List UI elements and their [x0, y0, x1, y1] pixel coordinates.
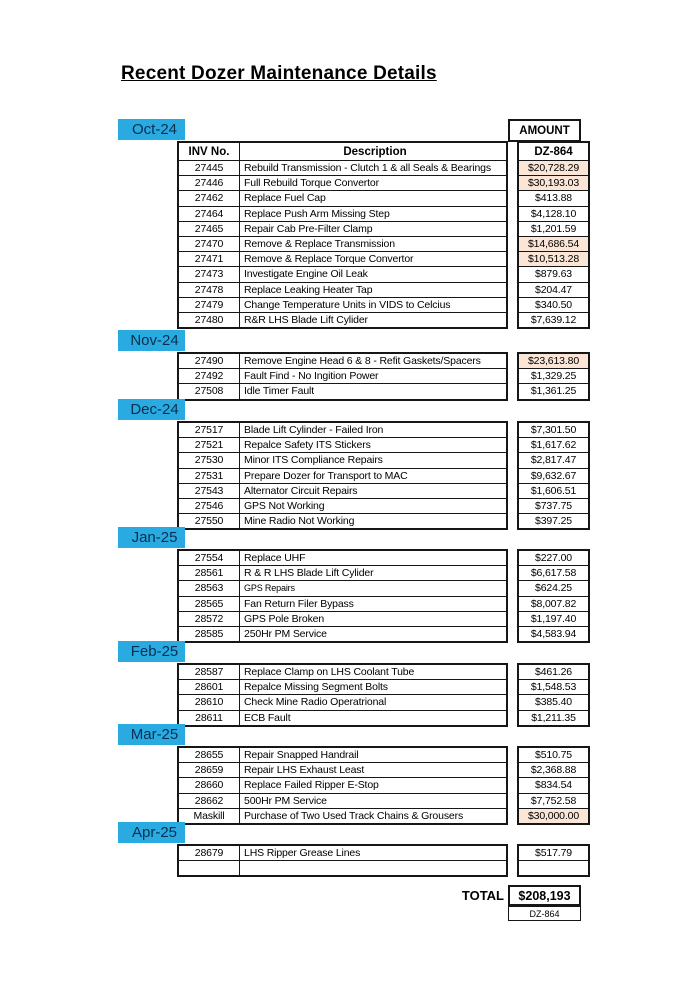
section-oct-24 — [177, 141, 590, 329]
amount-cell: $1,211.35 — [518, 710, 589, 726]
inv-no-cell: 28659 — [178, 763, 240, 778]
table-header-row — [178, 142, 507, 161]
description-cell: GPS Repairs — [240, 581, 508, 596]
table-row — [178, 369, 507, 384]
amount-cell: $879.63 — [518, 267, 589, 282]
amount-cell: $23,613.80 — [518, 353, 589, 369]
amount-row — [518, 845, 589, 861]
amount-row — [518, 236, 589, 251]
amount-row — [518, 550, 589, 566]
amount-cell: $30,193.03 — [518, 176, 589, 191]
inv-no-cell: 27465 — [178, 221, 240, 236]
description-cell: Blade Lift Cylinder - Failed Iron — [240, 422, 508, 438]
table-row — [178, 581, 507, 596]
section-jan-25 — [177, 549, 590, 643]
amount-cell: $397.25 — [518, 514, 589, 530]
amount-cell: $204.47 — [518, 282, 589, 297]
month-label-feb-25: Feb-25 — [118, 641, 185, 662]
amount-row — [518, 596, 589, 611]
table-row — [178, 710, 507, 726]
amount-row — [518, 297, 589, 312]
inv-no-cell: 28662 — [178, 793, 240, 808]
description-cell: Remove & Replace Transmission — [240, 236, 508, 251]
amount-row — [518, 468, 589, 483]
table-row — [178, 384, 507, 400]
description-cell: Change Temperature Units in VIDS to Celcius — [240, 297, 508, 312]
description-cell: Remove & Replace Torque Convertor — [240, 252, 508, 267]
table-row — [178, 282, 507, 297]
inv-no-cell: 28679 — [178, 845, 240, 861]
amount-cell: $9,632.67 — [518, 468, 589, 483]
amount-cell: $834.54 — [518, 778, 589, 793]
table-row — [178, 596, 507, 611]
inv-no-cell: Maskill — [178, 808, 240, 824]
description-cell: Fan Return Filer Bypass — [240, 596, 508, 611]
amount-cell: $1,548.53 — [518, 680, 589, 695]
amount-row — [518, 581, 589, 596]
maintenance-table-apr-25 — [177, 844, 508, 877]
table-row — [178, 763, 507, 778]
inv-no-cell: 27471 — [178, 252, 240, 267]
amount-unit-header-row — [518, 142, 589, 161]
inv-no-cell: 27531 — [178, 468, 240, 483]
table-row — [178, 353, 507, 369]
amount-cell: $1,606.51 — [518, 483, 589, 498]
description-cell: Repair Cab Pre-Filter Clamp — [240, 221, 508, 236]
amount-column-header: AMOUNT — [508, 119, 581, 142]
inv-no-cell: 27446 — [178, 176, 240, 191]
amount-row — [518, 778, 589, 793]
amount-cell — [518, 861, 589, 877]
amount-row — [518, 353, 589, 369]
description-cell: Repair LHS Exhaust Least — [240, 763, 508, 778]
table-row — [178, 221, 507, 236]
column-header-inv-no: INV No. — [178, 142, 240, 161]
table-row — [178, 747, 507, 763]
description-cell: Replace Clamp on LHS Coolant Tube — [240, 664, 508, 680]
amount-cell: $2,368.88 — [518, 763, 589, 778]
inv-no-cell: 27543 — [178, 483, 240, 498]
month-label-mar-25: Mar-25 — [118, 724, 185, 745]
amount-row — [518, 438, 589, 453]
amount-table-mar-25 — [517, 746, 590, 825]
inv-no-cell: 27550 — [178, 514, 240, 530]
inv-no-cell — [178, 861, 240, 877]
amount-row — [518, 252, 589, 267]
description-cell: Repalce Safety ITS Stickers — [240, 438, 508, 453]
table-row — [178, 252, 507, 267]
table-row — [178, 861, 507, 877]
table-row — [178, 611, 507, 626]
inv-no-cell: 27473 — [178, 267, 240, 282]
maintenance-table-nov-24 — [177, 352, 508, 401]
total-amount: $208,193 — [508, 885, 581, 906]
description-cell: Investigate Engine Oil Leak — [240, 267, 508, 282]
amount-cell: $461.26 — [518, 664, 589, 680]
description-cell: 250Hr PM Service — [240, 626, 508, 642]
inv-no-cell: 28587 — [178, 664, 240, 680]
amount-row — [518, 566, 589, 581]
amount-row — [518, 191, 589, 206]
amount-row — [518, 793, 589, 808]
inv-no-cell: 27479 — [178, 297, 240, 312]
amount-row — [518, 422, 589, 438]
amount-row — [518, 384, 589, 400]
description-cell: LHS Ripper Grease Lines — [240, 845, 508, 861]
amount-row — [518, 369, 589, 384]
inv-no-cell: 28563 — [178, 581, 240, 596]
table-row — [178, 453, 507, 468]
amount-cell: $14,686.54 — [518, 236, 589, 251]
table-row — [178, 498, 507, 513]
section-feb-25 — [177, 663, 590, 727]
description-cell: Replace Push Arm Missing Step — [240, 206, 508, 221]
amount-cell: $1,197.40 — [518, 611, 589, 626]
amount-row — [518, 808, 589, 824]
amount-cell: $30,000.00 — [518, 808, 589, 824]
inv-no-cell: 28565 — [178, 596, 240, 611]
amount-cell: $7,639.12 — [518, 312, 589, 328]
description-cell: Replace UHF — [240, 550, 508, 566]
table-row — [178, 778, 507, 793]
table-row — [178, 550, 507, 566]
description-cell: Repalce Missing Segment Bolts — [240, 680, 508, 695]
inv-no-cell: 27492 — [178, 369, 240, 384]
amount-row — [518, 861, 589, 877]
amount-unit-header: DZ-864 — [518, 142, 589, 161]
table-row — [178, 793, 507, 808]
inv-no-cell: 27530 — [178, 453, 240, 468]
amount-cell: $624.25 — [518, 581, 589, 596]
total-unit: DZ-864 — [508, 906, 581, 921]
description-cell: Prepare Dozer for Transport to MAC — [240, 468, 508, 483]
amount-cell: $7,752.58 — [518, 793, 589, 808]
inv-no-cell: 27521 — [178, 438, 240, 453]
section-nov-24 — [177, 352, 590, 401]
section-apr-25 — [177, 844, 590, 877]
inv-no-cell: 27480 — [178, 312, 240, 328]
amount-cell: $340.50 — [518, 297, 589, 312]
maintenance-table-jan-25 — [177, 549, 508, 643]
table-row — [178, 267, 507, 282]
maintenance-table-oct-24 — [177, 141, 508, 329]
amount-cell: $2,817.47 — [518, 453, 589, 468]
month-label-apr-25: Apr-25 — [118, 822, 185, 843]
inv-no-cell: 27478 — [178, 282, 240, 297]
table-row — [178, 468, 507, 483]
maintenance-table-feb-25 — [177, 663, 508, 727]
table-row — [178, 483, 507, 498]
amount-cell: $1,201.59 — [518, 221, 589, 236]
table-row — [178, 566, 507, 581]
amount-row — [518, 680, 589, 695]
amount-row — [518, 312, 589, 328]
description-cell: 500Hr PM Service — [240, 793, 508, 808]
amount-table-dec-24 — [517, 421, 590, 530]
amount-cell: $385.40 — [518, 695, 589, 710]
amount-cell: $8,007.82 — [518, 596, 589, 611]
amount-table-jan-25 — [517, 549, 590, 643]
description-cell: R&R LHS Blade Lift Cylider — [240, 312, 508, 328]
amount-row — [518, 611, 589, 626]
table-row — [178, 808, 507, 824]
description-cell: ECB Fault — [240, 710, 508, 726]
section-dec-24 — [177, 421, 590, 530]
amount-row — [518, 498, 589, 513]
description-cell: Purchase of Two Used Track Chains & Grousers — [240, 808, 508, 824]
inv-no-cell: 28572 — [178, 611, 240, 626]
description-cell: GPS Pole Broken — [240, 611, 508, 626]
amount-row — [518, 514, 589, 530]
amount-table-nov-24 — [517, 352, 590, 401]
amount-cell: $1,361.25 — [518, 384, 589, 400]
amount-row — [518, 483, 589, 498]
amount-row — [518, 176, 589, 191]
amount-cell: $1,329.25 — [518, 369, 589, 384]
amount-cell: $4,583.94 — [518, 626, 589, 642]
amount-cell: $227.00 — [518, 550, 589, 566]
amount-row — [518, 695, 589, 710]
amount-table-feb-25 — [517, 663, 590, 727]
description-cell: Rebuild Transmission - Clutch 1 & all Seals & Bearings — [240, 161, 508, 176]
description-cell: Minor ITS Compliance Repairs — [240, 453, 508, 468]
amount-cell: $6,617.58 — [518, 566, 589, 581]
month-label-dec-24: Dec-24 — [118, 399, 185, 420]
total-label: TOTAL — [461, 888, 504, 903]
inv-no-cell: 28610 — [178, 695, 240, 710]
table-row — [178, 206, 507, 221]
amount-cell: $510.75 — [518, 747, 589, 763]
description-cell: Full Rebuild Torque Convertor — [240, 176, 508, 191]
description-cell: Mine Radio Not Working — [240, 514, 508, 530]
amount-cell: $517.79 — [518, 845, 589, 861]
amount-cell: $10,513.28 — [518, 252, 589, 267]
inv-no-cell: 28585 — [178, 626, 240, 642]
column-header-description: Description — [240, 142, 508, 161]
table-row — [178, 514, 507, 530]
amount-row — [518, 453, 589, 468]
amount-cell: $1,617.62 — [518, 438, 589, 453]
table-row — [178, 664, 507, 680]
description-cell: Alternator Circuit Repairs — [240, 483, 508, 498]
table-row — [178, 161, 507, 176]
table-row — [178, 695, 507, 710]
inv-no-cell: 27546 — [178, 498, 240, 513]
amount-row — [518, 206, 589, 221]
inv-no-cell: 28601 — [178, 680, 240, 695]
description-cell: R & R LHS Blade Lift Cylider — [240, 566, 508, 581]
amount-cell: $20,728.29 — [518, 161, 589, 176]
description-cell: Check Mine Radio Operatrional — [240, 695, 508, 710]
inv-no-cell: 27554 — [178, 550, 240, 566]
inv-no-cell: 28611 — [178, 710, 240, 726]
inv-no-cell: 27490 — [178, 353, 240, 369]
description-cell: Replace Fuel Cap — [240, 191, 508, 206]
inv-no-cell: 28660 — [178, 778, 240, 793]
maintenance-table-dec-24 — [177, 421, 508, 530]
description-cell: Fault Find - No Ingition Power — [240, 369, 508, 384]
amount-table-apr-25 — [517, 844, 590, 877]
table-row — [178, 626, 507, 642]
inv-no-cell: 28561 — [178, 566, 240, 581]
amount-row — [518, 664, 589, 680]
amount-row — [518, 267, 589, 282]
table-row — [178, 176, 507, 191]
amount-table-oct-24 — [517, 141, 590, 329]
table-row — [178, 312, 507, 328]
inv-no-cell: 28655 — [178, 747, 240, 763]
inv-no-cell: 27508 — [178, 384, 240, 400]
inv-no-cell: 27462 — [178, 191, 240, 206]
section-mar-25 — [177, 746, 590, 825]
table-row — [178, 191, 507, 206]
amount-row — [518, 282, 589, 297]
description-cell: Idle Timer Fault — [240, 384, 508, 400]
table-row — [178, 236, 507, 251]
amount-cell: $737.75 — [518, 498, 589, 513]
month-label-nov-24: Nov-24 — [118, 330, 185, 351]
amount-cell: $413.88 — [518, 191, 589, 206]
description-cell — [240, 861, 508, 877]
inv-no-cell: 27464 — [178, 206, 240, 221]
description-cell: Replace Leaking Heater Tap — [240, 282, 508, 297]
description-cell: Replace Failed Ripper E-Stop — [240, 778, 508, 793]
amount-cell: $7,301.50 — [518, 422, 589, 438]
amount-row — [518, 747, 589, 763]
page-title: Recent Dozer Maintenance Details — [121, 63, 437, 84]
description-cell: Remove Engine Head 6 & 8 - Refit Gaskets/Spacers — [240, 353, 508, 369]
table-row — [178, 438, 507, 453]
table-row — [178, 297, 507, 312]
amount-row — [518, 710, 589, 726]
amount-row — [518, 161, 589, 176]
table-row — [178, 680, 507, 695]
amount-row — [518, 221, 589, 236]
inv-no-cell: 27517 — [178, 422, 240, 438]
inv-no-cell: 27470 — [178, 236, 240, 251]
table-row — [178, 422, 507, 438]
amount-row — [518, 763, 589, 778]
month-label-jan-25: Jan-25 — [118, 527, 185, 548]
table-row — [178, 845, 507, 861]
description-cell: Repair Snapped Handrail — [240, 747, 508, 763]
description-cell: GPS Not Working — [240, 498, 508, 513]
amount-row — [518, 626, 589, 642]
amount-cell: $4,128.10 — [518, 206, 589, 221]
maintenance-table-mar-25 — [177, 746, 508, 825]
inv-no-cell: 27445 — [178, 161, 240, 176]
month-label-oct-24: Oct-24 — [118, 119, 185, 140]
